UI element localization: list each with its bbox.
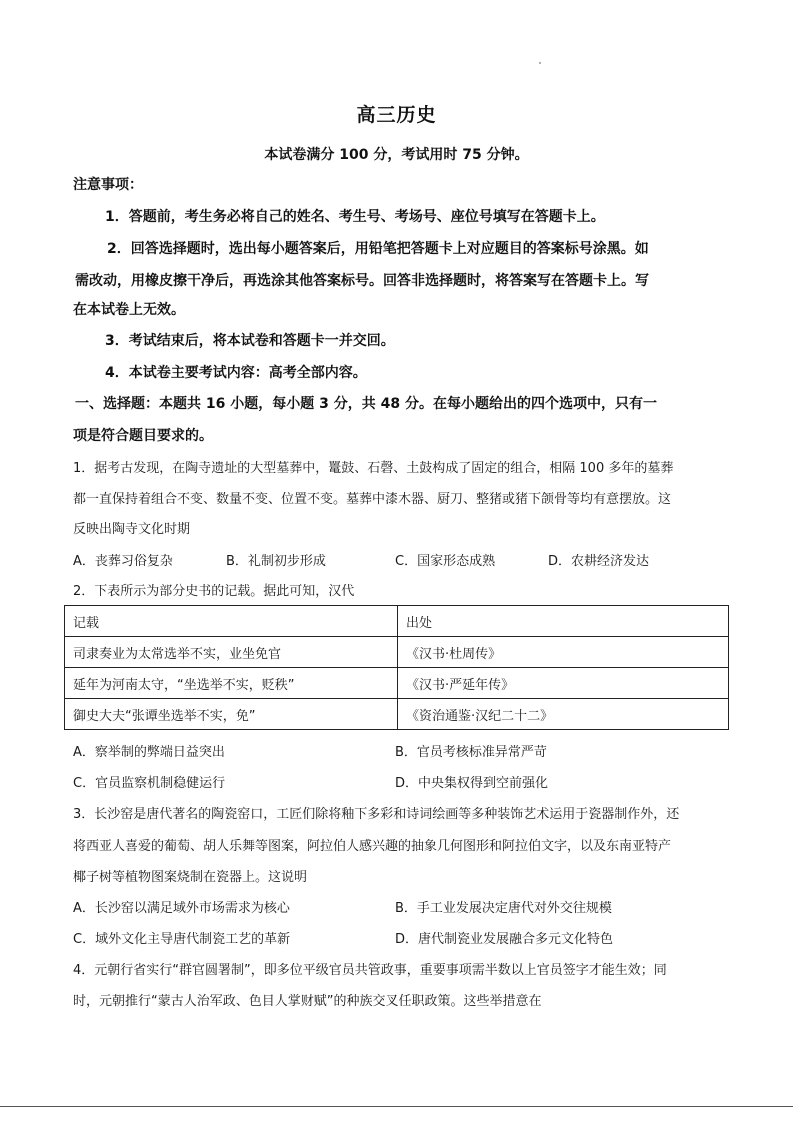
q2-option-b: B．官员考核标准异常严苛 (395, 745, 547, 760)
table-cell: 《汉书·严延年传》 (398, 668, 729, 699)
q1-option-a: A．丧葬习俗复杂 (73, 554, 173, 569)
notice-item-3: 3．考试结束后，将本试卷和答题卡一并交回。 (105, 333, 395, 349)
q1-stem-line-1: 1．据考古发现，在陶寺遗址的大型墓葬中，鼍鼓、石磬、土鼓构成了固定的组合，相隔 100 多年的墓葬 (73, 461, 674, 476)
q4-stem-line-2: 时，元朝推行“蒙古人治军政、色目人掌财赋”的种族交叉任职政策。这些举措意在 (73, 994, 542, 1009)
notice-item-2-line-1: 2．回答选择题时，选出每小题答案后，用铅笔把答题卡上对应题目的答案标号涂黑。如 (107, 241, 649, 257)
q3-stem-line-3: 椰子树等植物图案烧制在瓷器上。这说明 (73, 870, 308, 885)
q3-stem-line-2: 将西亚人喜爱的葡萄、胡人乐舞等图案，阿拉伯人感兴趣的抽象几何图形和阿拉伯文字，以及东南亚特产 (73, 839, 672, 854)
q3-option-b: B．手工业发展决定唐代对外交往规模 (395, 901, 612, 916)
table-row (65, 699, 729, 730)
q3-option-a: A．长沙窑以满足域外市场需求为核心 (73, 901, 290, 916)
q1-option-b: B．礼制初步形成 (226, 554, 326, 569)
table-cell: 《资治通鉴·汉纪二十二》 (398, 699, 729, 730)
notice-item-1: 1．答题前，考生务必将自己的姓名、考生号、考场号、座位号填写在答题卡上。 (105, 209, 605, 225)
q2-stem: 2．下表所示为部分史书的记载。据此可知，汉代 (73, 584, 355, 599)
q3-option-c: C．域外文化主导唐代制瓷工艺的革新 (73, 932, 291, 947)
q2-records-table (64, 605, 729, 730)
q3-option-d: D．唐代制瓷业发展融合多元文化特色 (395, 932, 614, 947)
notice-item-2-line-2: 需改动，用橡皮擦干净后，再选涂其他答案标号。回答非选择题时，将答案写在答题卡上。写 (75, 273, 649, 289)
q1-stem-line-3: 反映出陶寺文化时期 (73, 522, 191, 537)
page-title: 高三历史 (356, 104, 437, 126)
q3-stem-line-1: 3．长沙窑是唐代著名的陶瓷窑口，工匠们除将釉下多彩和诗词绘画等多种装饰艺术运用于瓷器制作外，还 (73, 807, 680, 822)
notice-item-2-line-3: 在本试卷上无效。 (73, 302, 185, 318)
q2-option-a: A．察举制的弊端日益突出 (73, 745, 225, 760)
table-header-cell: 出处 (398, 606, 729, 637)
exam-info: 本试卷满分 100 分，考试用时 75 分钟。 (264, 147, 529, 163)
q1-stem-line-2: 都一直保持着组合不变、数量不变、位置不变。墓葬中漆木器、厨刀、整猪或猪下颌骨等均有意摆放。这 (73, 492, 672, 507)
q1-option-d: D．农耕经济发达 (548, 554, 650, 569)
notice-item-4: 4．本试卷主要考试内容：高考全部内容。 (105, 365, 367, 381)
table-header-row (65, 606, 729, 637)
table-header-cell: 记载 (65, 606, 398, 637)
section-heading-line-2: 项是符合题目要求的。 (73, 428, 213, 444)
q4-stem-line-1: 4．元朝行省实行“群官圆署制”，即多位平级官员共管政事，重要事项需半数以上官员签字才能生效；同 (73, 963, 667, 978)
q1-option-c: C．国家形态成熟 (395, 554, 496, 569)
table-row (65, 637, 729, 668)
q2-option-d: D．中央集权得到空前强化 (395, 776, 549, 791)
table-cell: 延年为河南太守，“坐选举不实，贬秩” (65, 668, 398, 699)
section-heading-line-1: 一、选择题：本题共 16 小题，每小题 3 分，共 48 分。在每小题给出的四个选项中，只有一 (75, 396, 657, 412)
table-row (65, 668, 729, 699)
table-cell: 司隶奏业为太常选举不实，业坐免官 (65, 637, 398, 668)
table-cell: 御史大夫“张谭坐选举不实，免” (65, 699, 398, 730)
page-bottom-rule (0, 1106, 793, 1107)
table-cell: 《汉书·杜周传》 (398, 637, 729, 668)
notice-heading: 注意事项： (73, 177, 143, 193)
scan-dot (539, 62, 541, 64)
q2-option-c: C．官员监察机制稳健运行 (73, 776, 226, 791)
